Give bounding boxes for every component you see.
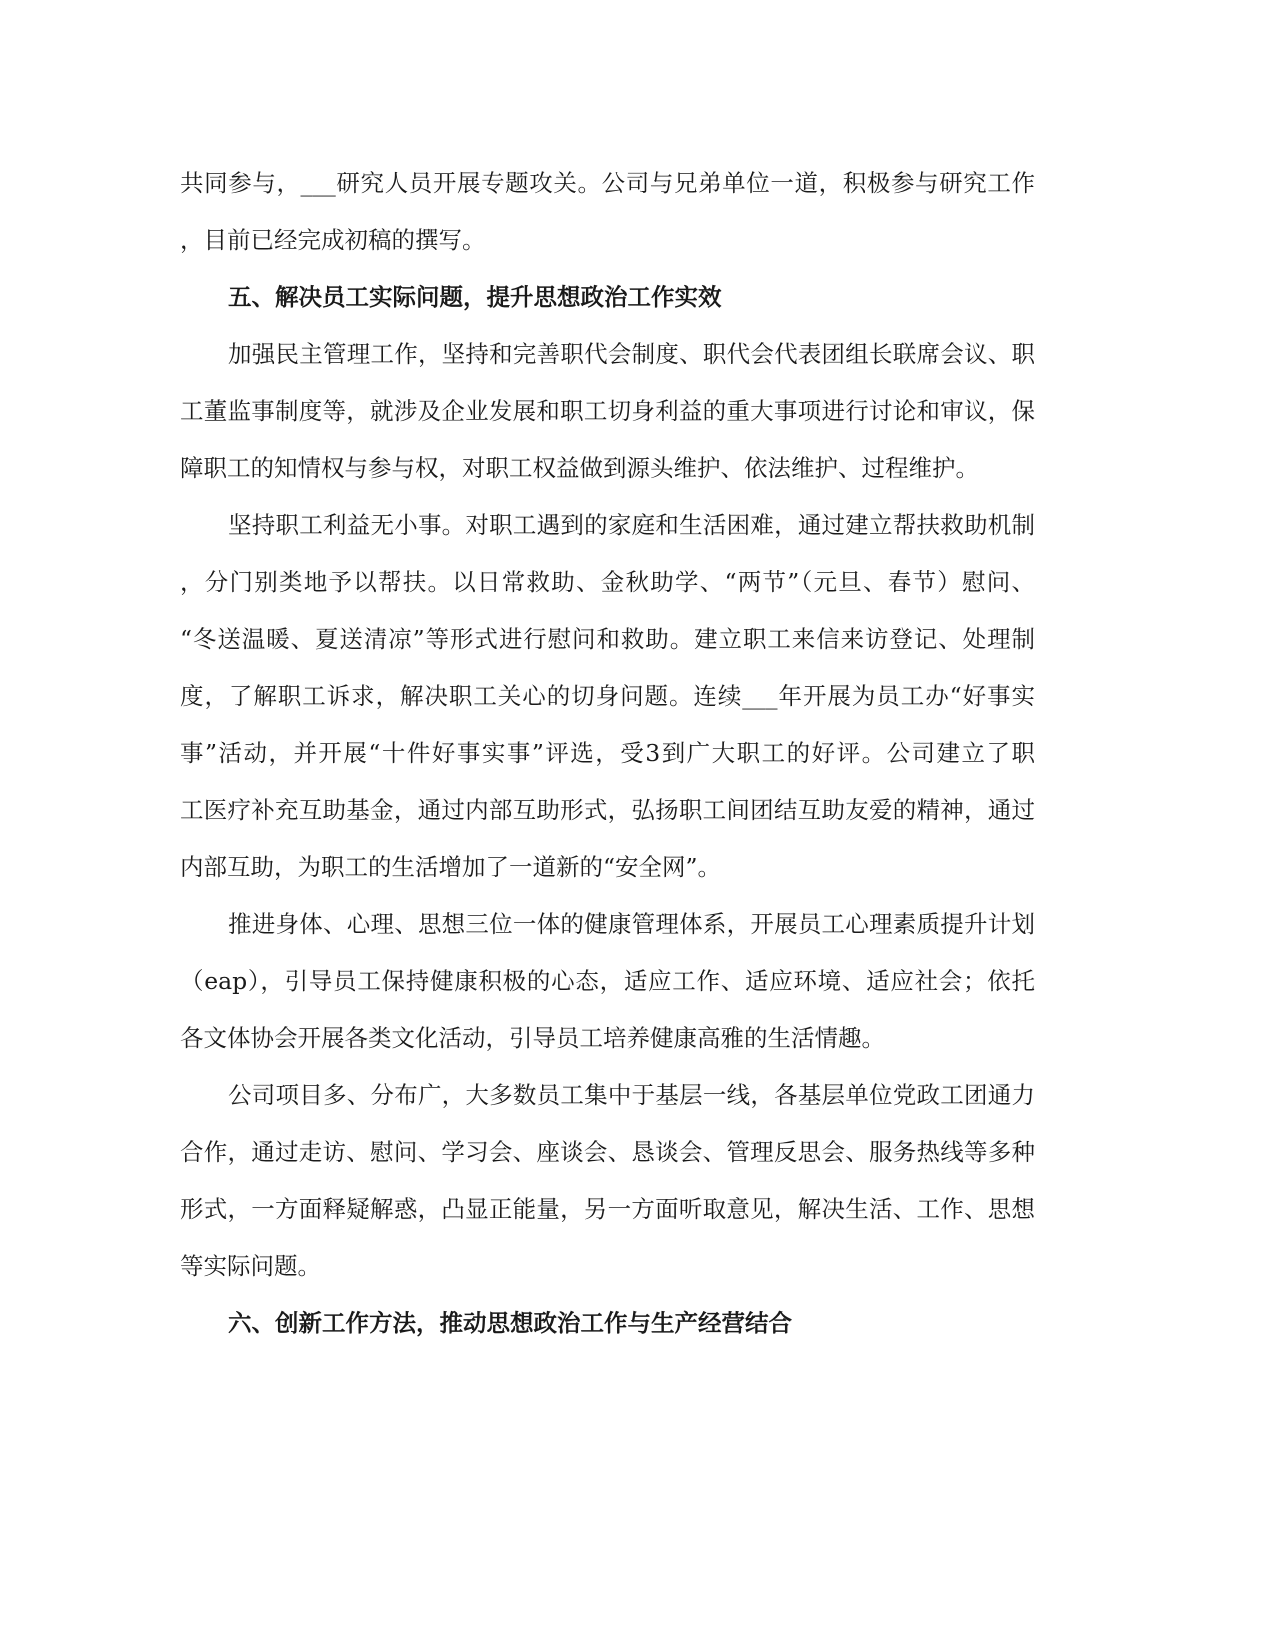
section-heading: 六、创新工作方法，推动思想政治工作与生产经营结合 [228, 1309, 792, 1337]
text-line: “冬送温暖、夏送清凉”等形式进行慰问和救助。建立职工来信来访登记、处理制 [180, 625, 1035, 653]
text-line: 坚持职工利益无小事。对职工遇到的家庭和生活困难，通过建立帮扶救助机制 [228, 511, 1035, 539]
text-line: 障职工的知情权与参与权，对职工权益做到源头维护、依法维护、过程维护。 [180, 454, 979, 482]
text-line: ，分门别类地予以帮扶。以日常救助、金秋助学、“两节”（元旦、春节）慰问、 [180, 568, 1035, 596]
text-line: ，目前已经完成初稿的撰写。 [180, 226, 486, 254]
text-line: 等实际问题。 [180, 1252, 321, 1280]
text-line: 合作，通过走访、慰问、学习会、座谈会、恳谈会、管理反思会、服务热线等多种 [180, 1138, 1035, 1166]
text-line: 各文体协会开展各类文化活动，引导员工培养健康高雅的生活情趣。 [180, 1024, 885, 1052]
text-line: 工董监事制度等，就涉及企业发展和职工切身利益的重大事项进行讨论和审议，保 [180, 397, 1035, 425]
text-line: 工医疗补充互助基金，通过内部互助形式，弘扬职工间团结互助友爱的精神，通过 [180, 796, 1035, 824]
text-line: （eap），引导员工保持健康积极的心态，适应工作、适应环境、适应社会；依托 [180, 967, 1035, 995]
text-line: 形式，一方面释疑解惑，凸显正能量，另一方面听取意见，解决生活、工作、思想 [180, 1195, 1035, 1223]
section-heading: 五、解决员工实际问题，提升思想政治工作实效 [228, 283, 722, 311]
text-line: 公司项目多、分布广，大多数员工集中于基层一线，各基层单位党政工团通力 [228, 1081, 1035, 1109]
text-line: 共同参与，___研究人员开展专题攻关。公司与兄弟单位一道，积极参与研究工作 [180, 169, 1035, 197]
text-line: 加强民主管理工作，坚持和完善职代会制度、职代会代表团组长联席会议、职 [228, 340, 1035, 368]
text-line: 事”活动，并开展“十件好事实事”评选，受3到广大职工的好评。公司建立了职 [180, 739, 1035, 767]
text-line: 度，了解职工诉求，解决职工关心的切身问题。连续___年开展为员工办“好事实 [180, 682, 1035, 710]
text-line: 内部互助，为职工的生活增加了一道新的“安全网”。 [180, 853, 722, 881]
text-line: 推进身体、心理、思想三位一体的健康管理体系，开展员工心理素质提升计划 [228, 910, 1035, 938]
